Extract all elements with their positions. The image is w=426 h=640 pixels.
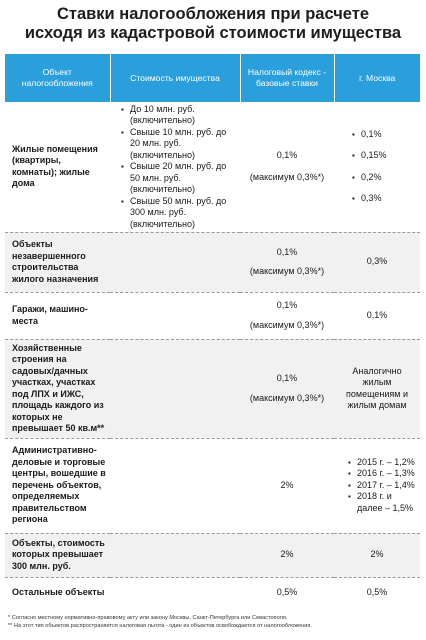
object-cell: Хозяйственные строения на садовых/дачных участках, участках под ЛПХ и ИЖС, площадь каждого из которых не превышает 50 кв.м**: [5, 339, 110, 438]
footnote-2: ** На этот тип объектов распространяется налоговая льгота - один из объектов освобождается от налогообложения.: [8, 623, 312, 629]
page-title: [0, 0, 426, 46]
moscow-year-rate-item: ▪ 2015 г. – 1,2%: [350, 457, 416, 469]
nk-rate-cell: 2%: [240, 533, 334, 577]
nk-rate: 0,1%: [276, 300, 298, 310]
header-property-value: Стоимость имущества: [110, 54, 240, 102]
table-row-other-objects: [5, 577, 420, 607]
value-range-item: ▪ Свыше 10 млн. руб. до 20 млн. руб. (включительно): [123, 127, 236, 162]
nk-rate-cell: [240, 339, 334, 438]
tax-rates-table: [5, 54, 420, 607]
title-line-1: Ставки налогообложения при расчете: [56, 5, 370, 23]
moscow-rate-cell: 0,5%: [334, 577, 420, 607]
title-line-2: исходя из кадастровой стоимости имущества: [24, 24, 402, 42]
object-cell: Объекты незавершенного строительства жилого назначения: [5, 232, 110, 292]
object-cell: Гаражи, машино-места: [5, 292, 110, 339]
moscow-rate-cell: 2%: [334, 533, 420, 577]
header-tax-code-rates: Налоговый кодекс - базовые ставки: [240, 54, 334, 102]
moscow-rate-cell: [334, 438, 420, 533]
nk-rate: 0,1%: [276, 373, 298, 383]
value-ranges-cell: [110, 438, 240, 533]
moscow-rate-cell: 0,3%: [334, 232, 420, 292]
nk-rate: 0,1%: [276, 150, 298, 161]
nk-rate-note: (максимум 0,3%*): [249, 266, 325, 276]
nk-rate: 0,1%: [276, 246, 298, 257]
nk-rate-cell: [240, 292, 334, 339]
value-ranges-cell: [110, 339, 240, 438]
moscow-rate-item: ▪ 0,15%: [354, 150, 416, 162]
value-ranges-cell: [110, 533, 240, 577]
moscow-rate-item: ▪ 0,1%: [354, 129, 416, 141]
nk-rate-cell: [240, 232, 334, 292]
header-object: Объект налогообложения: [5, 54, 110, 102]
nk-rate-note: (максимум 0,3%*): [249, 392, 325, 403]
footnote-1: * Согласно местному нормативно-правовому акту или закону Москвы, Санкт-Петербурга или Севастополя.: [8, 615, 288, 621]
value-ranges-cell: [110, 232, 240, 292]
footnotes: [8, 614, 420, 630]
moscow-rate-item: ▪ 0,3%: [354, 193, 416, 205]
table-row-outbuildings: [5, 339, 420, 438]
moscow-year-rate-item: ▪ 2017 г. – 1,4%: [350, 480, 416, 492]
object-cell: Жилые помещения (квартиры, комнаты); жилые дома: [12, 143, 98, 189]
value-ranges-cell: [110, 292, 240, 339]
value-range-item: ▪ Свыше 20 млн. руб. до 50 млн. руб. (включительно): [123, 161, 236, 196]
moscow-rate-item: ▪ 0,2%: [354, 172, 416, 184]
table-row-over-300mln: [5, 533, 420, 577]
object-cell: Объекты, стоимость которых превышает 300 млн. руб.: [5, 533, 110, 577]
moscow-rate-cell: Аналогично жилым помещениям и жилым домам: [334, 339, 420, 438]
moscow-year-rate-item: ▪ 2018 г. и далее – 1,5%: [350, 491, 416, 514]
nk-rate-note: (максимум 0,3%*): [249, 319, 325, 330]
nk-rate-cell: [240, 102, 334, 232]
value-range-item: ▪ До 10 млн. руб. (включительно): [123, 104, 236, 127]
nk-rate-cell: 2%: [240, 438, 334, 533]
object-cell: Остальные объекты: [5, 577, 110, 607]
nk-rate-cell: 0,5%: [240, 577, 334, 607]
value-ranges-cell: [110, 577, 240, 607]
table-header-row: [5, 54, 420, 102]
moscow-year-rate-item: ▪ 2016 г. – 1,3%: [350, 468, 416, 480]
table-row-garages: [5, 292, 420, 339]
table-row-unfinished-construction: [5, 232, 420, 292]
moscow-rate-cell: [334, 102, 420, 232]
value-range-item: ▪ Свыше 50 млн. руб. до 300 млн. руб. (включительно): [123, 196, 236, 231]
header-moscow: г. Москва: [334, 54, 420, 102]
object-cell: Административно-деловые и торговые центры, вошедшие в перечень объектов, определяемых правительством региона: [5, 438, 110, 533]
nk-rate-note: (максимум 0,3%*): [249, 171, 325, 182]
table-row-business-centers: [5, 438, 420, 533]
table-row-residential: [5, 102, 420, 232]
value-ranges-cell: [110, 102, 240, 232]
moscow-rate-cell: 0,1%: [334, 292, 420, 339]
